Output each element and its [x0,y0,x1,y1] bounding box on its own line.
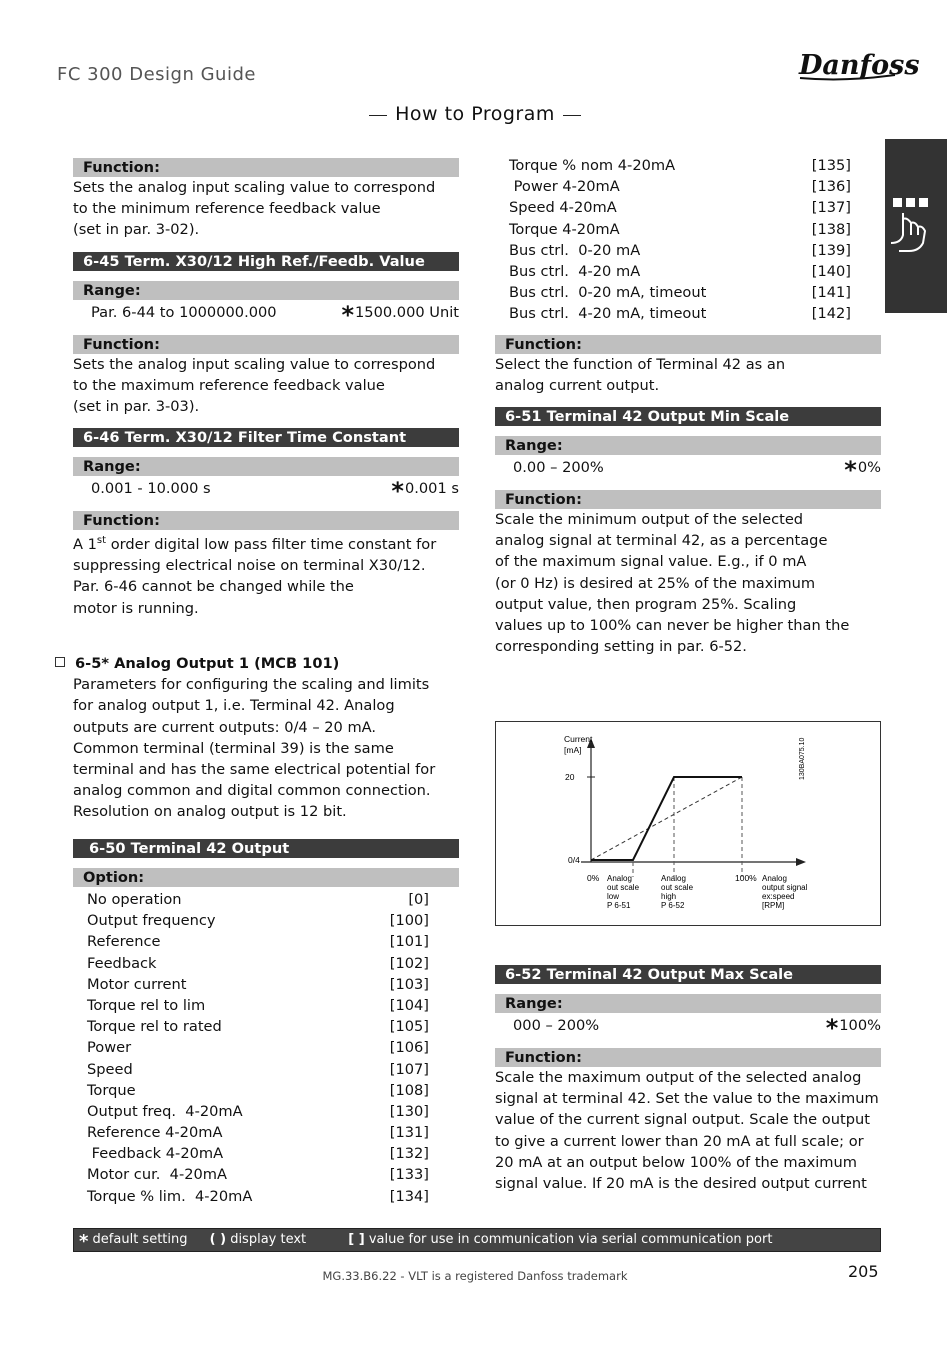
document-title: FC 300 Design Guide [57,64,256,85]
option-row [73,1037,459,1058]
x-axis-arrow-icon [796,858,806,866]
param-6-50-title: 6-50 Terminal 42 Output [73,839,459,858]
danfoss-logo [795,42,920,86]
option-list [73,889,459,1207]
option-value: [135] [811,157,851,174]
svg-text:P 6-52: P 6-52 [661,901,685,910]
range-bar: Range: [495,436,881,455]
range-bar: Range: [73,281,459,300]
option-row [73,931,459,952]
option-value: [108] [389,1081,429,1099]
option-row [495,282,881,303]
svg-text:[RPM]: [RPM] [762,901,785,910]
option-value: [100] [389,912,429,930]
option-row [73,995,459,1016]
param-6-45-title: 6-45 Term. X30/12 High Ref./Feedb. Value [73,252,459,271]
function-text: Scale the minimum output of the selected analog signal at terminal 42, as a percentage of the maximum signal value. E.g., if 0 mA (or 0 Hz) is desired at 25% of the maximum output value, then program 25%. Scaling values up to 100% can never be higher than the corresponding setting in par. 6-52. [495,510,850,656]
legend-value: [ ] value for use in communication via serial communication port [348,1232,773,1247]
svg-text:ex:speed: ex:speed [762,892,795,901]
option-name: Bus ctrl. 4-20 mA [509,262,641,280]
function-text: Sets the analog input scaling value to correspond to the minimum reference feedback value (set in par. 3-02). [73,179,436,239]
option-row [495,261,881,282]
option-row [495,240,881,261]
label-scale-low [607,874,640,910]
option-value: [132] [389,1145,429,1163]
option-name: Torque rel to rated [87,1018,222,1036]
x-tick-100: 100% [735,873,757,883]
option-row [73,953,459,974]
option-row [495,197,881,218]
option-value: [136] [811,178,851,196]
option-name: Motor cur. 4-20mA [87,1166,227,1184]
y-tick-20: 20 [565,772,575,782]
option-name: Torque [87,1081,136,1099]
option-name: Motor current [87,975,187,993]
function-bar: Function: [73,158,459,177]
option-row [73,1059,459,1080]
option-name: Torque 4-20mA [509,220,620,238]
range-bar: Range: [73,457,459,476]
label-output-signal [762,874,808,910]
option-row [73,1143,459,1164]
option-name: Bus ctrl. 0-20 mA, timeout [509,284,707,302]
svg-text:P 6-51: P 6-51 [607,901,631,910]
option-name: Feedback [87,954,157,972]
option-name: Bus ctrl. 4-20 mA, timeout [509,305,707,323]
option-value: [103] [389,975,429,993]
group-6-5-section [55,653,459,823]
option-row [73,1101,459,1122]
default-value: *100% [825,1014,881,1042]
function-bar: Function: [73,335,459,354]
option-name: Output freq. 4-20mA [87,1102,243,1120]
option-value: [131] [389,1124,429,1142]
svg-text:Analog: Analog [762,874,787,883]
option-name: Torque % lim. 4-20mA [87,1187,253,1205]
section-title: How to Program [0,103,950,125]
param-6-52 [495,965,881,1194]
svg-text:low: low [607,892,620,901]
svg-text:Analog: Analog [661,874,686,883]
option-value: [104] [389,996,429,1014]
param-6-45-range: Par. 6-44 to 1000000.000 *1500.000 Unit [91,300,459,329]
option-value: [138] [811,220,851,238]
option-value: [141] [811,284,851,302]
param-6-52-title: 6-52 Terminal 42 Output Max Scale [495,965,881,984]
default-value: *1500.000 Unit [341,300,459,329]
option-row [73,910,459,931]
param-6-51-title: 6-51 Terminal 42 Output Min Scale [495,407,881,426]
label-scale-high [661,874,694,910]
figure-id: 130BA075.10 [799,737,806,780]
option-value: [105] [389,1018,429,1036]
option-name: Speed [87,1060,133,1078]
legend-bar [73,1228,881,1252]
option-value: [130] [389,1102,429,1120]
function-bar: Function: [495,490,881,509]
option-row [73,974,459,995]
option-name: Reference [87,933,161,951]
option-row [495,176,881,197]
option-value: [137] [811,199,851,217]
legend-display: ( ) display text [209,1232,307,1247]
group-text: Parameters for configuring the scaling and limits for analog output 1, i.e. Terminal 42. Analog outputs are current outputs: 0/4 – 20 mA. Common terminal (terminal 39) is the same terminal and has the same electrical potential for analog common and digital common connection. Resolution on analog output is 12 bit. [73,676,436,821]
option-row [73,1164,459,1185]
svg-text:Danfoss: Danfoss [799,50,920,81]
hand-keypad-icon [885,139,947,313]
option-value: [140] [811,262,851,280]
group-title: 6-5* Analog Output 1 (MCB 101) [55,653,459,674]
function-bar: Function: [495,335,881,354]
range-bar: Range: [495,994,881,1013]
page-number: 205 [848,1262,879,1281]
option-value: [107] [389,1060,429,1078]
svg-text:out scale: out scale [607,883,640,892]
option-row [73,1016,459,1037]
option-name: Power 4-20mA [509,178,620,196]
param-6-46-range: 0.001 - 10.000 s *0.001 s [91,477,459,506]
option-value: [0] [408,891,429,908]
option-row [73,1080,459,1101]
y-axis-title: Current [564,734,593,744]
option-row [495,303,881,324]
option-name: No operation [87,891,182,908]
option-name: Torque % nom 4-20mA [509,157,676,174]
side-tab [885,139,947,313]
option-list-continued [495,155,881,325]
option-value: [134] [389,1187,429,1205]
option-value: [142] [811,305,851,323]
option-row [495,219,881,240]
option-bar: Option: [73,868,459,887]
function-text: A 1st order digital low pass filter time constant for suppressing electrical noise on terminal X30/12. Par. 6-46 cannot be changed while the motor is running. [73,535,437,617]
option-name: Feedback 4-20mA [87,1145,224,1163]
legend-default: * default setting [79,1231,188,1252]
param-6-51-range: 0.00 – 200% *0% [513,455,881,484]
default-scale-line [591,777,742,860]
x-tick-0: 0% [587,873,600,883]
default-value: *0% [844,455,881,484]
option-name: Bus ctrl. 0-20 mA [509,241,641,259]
param-6-50 [73,839,459,1207]
checkbox-square-icon [55,657,65,667]
svg-text:out scale: out scale [661,883,694,892]
option-row [73,1122,459,1143]
option-value: [106] [389,1039,429,1057]
option-value: [133] [389,1166,429,1184]
option-value: [102] [389,954,429,972]
option-name: Power [87,1039,132,1057]
option-row [495,155,881,176]
function-bar: Function: [73,511,459,530]
option-name: Torque rel to lim [87,996,206,1014]
function-text: Sets the analog input scaling value to correspond to the maximum reference feedback value (set in par. 3-03). [73,355,436,416]
svg-text:high: high [661,892,677,901]
option-value: [139] [811,241,851,259]
function-bar: Function: [495,1048,881,1067]
option-name: Reference 4-20mA [87,1124,223,1142]
svg-text:Analog: Analog [607,874,632,883]
output-scale-diagram [495,721,881,926]
right-column [495,155,881,657]
param-6-46-title: 6-46 Term. X30/12 Filter Time Constant [73,428,459,447]
option-name: Speed 4-20mA [509,199,617,217]
y-axis-unit: [mA] [564,745,582,755]
option-row [73,889,459,910]
option-value: [101] [389,933,429,951]
function-text: Scale the maximum output of the selected analog signal at terminal 42. Set the value to the maximum value of the current signal output. Scale the output to give a current lower than 20 mA at full scale; or 20 mA at an output below 100% of the maximum signal value. If 20 mA is the desired output current [495,1069,879,1193]
left-column [73,158,459,619]
param-6-52-range: 000 – 200% *100% [513,1014,881,1042]
option-row [73,1186,459,1207]
y-tick-04: 0/4 [568,855,580,865]
default-value: *0.001 s [391,477,459,506]
svg-text:output signal: output signal [762,883,808,892]
function-text: Select the function of Terminal 42 as an analog current output. [495,355,786,394]
option-name: Output frequency [87,912,216,930]
document-id: MG.33.B6.22 - VLT is a registered Danfoss trademark [322,1269,628,1283]
